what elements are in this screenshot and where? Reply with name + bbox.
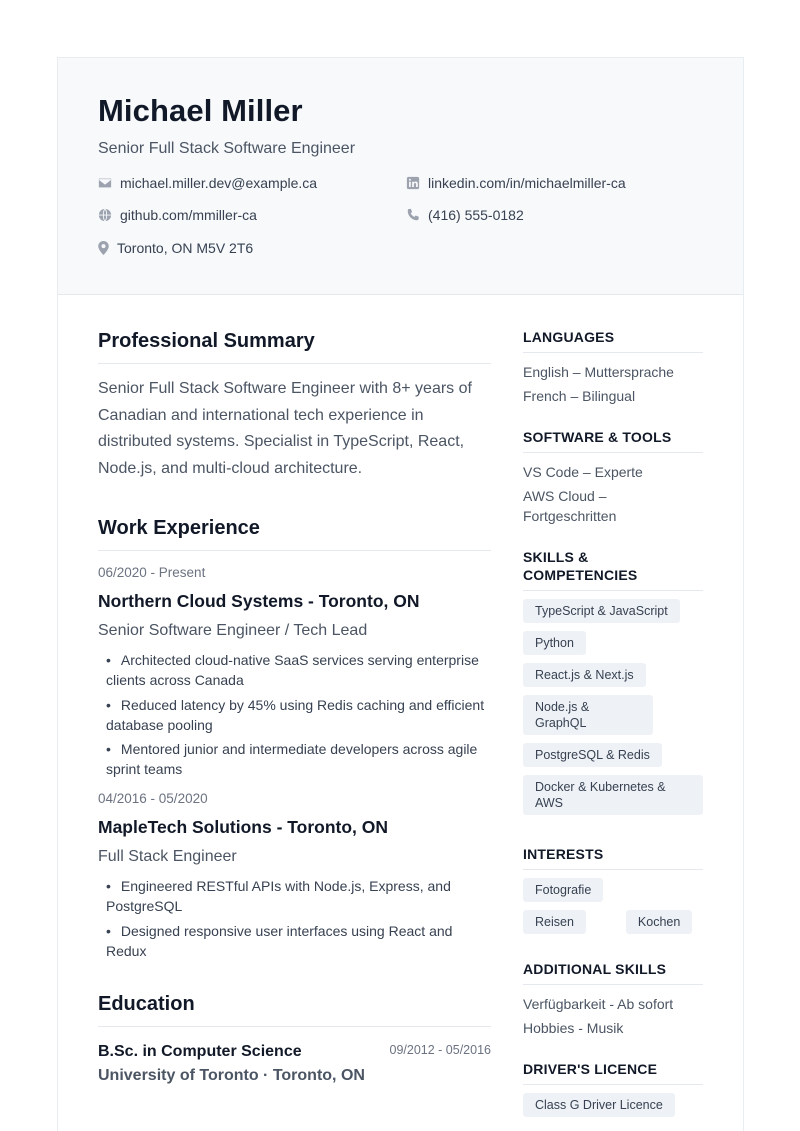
licence-section — [523, 1060, 703, 1125]
job-company: MapleTech Solutions - Toronto, ON — [98, 817, 389, 837]
tools-heading: SOFTWARE & TOOLS — [523, 428, 703, 453]
skills-section — [523, 548, 703, 823]
job-bullet: • Engineered RESTful APIs with Node.js, Express, and PostgreSQL — [106, 876, 491, 916]
skill-tag: React.js & Next.js — [523, 663, 646, 687]
job-bullet: • Architected cloud-native SaaS services serving enterprise clients across Canada — [106, 650, 491, 690]
contact-location-text: Toronto, ON M5V 2T6 — [117, 240, 254, 256]
education-degree: B.Sc. in Computer Science — [98, 1042, 302, 1060]
contact-phone-text: (416) 555-0182 — [428, 207, 524, 223]
languages-section — [523, 328, 703, 406]
summary-section — [98, 328, 491, 482]
skills-tags — [523, 599, 703, 823]
education-section — [98, 991, 491, 1088]
education-school: University of Toronto · Toronto, ON — [98, 1066, 365, 1084]
skill-tag: Node.js & GraphQL — [523, 695, 653, 735]
skill-tag: Python — [523, 631, 586, 655]
candidate-name: Michael Miller — [98, 93, 303, 128]
resume-header — [58, 58, 743, 295]
job-role: Senior Software Engineer / Tech Lead — [98, 622, 368, 639]
job-entry — [98, 564, 491, 779]
education-entry — [98, 1040, 491, 1088]
tool-item: AWS Cloud – Fortgeschritten — [523, 488, 617, 524]
summary-heading: Professional Summary — [98, 328, 491, 364]
map-pin-icon — [98, 241, 109, 255]
education-heading: Education — [98, 991, 491, 1027]
job-bullet: • Designed responsive user interfaces using React and Redux — [106, 921, 491, 961]
globe-icon — [98, 208, 112, 222]
contact-list — [98, 174, 703, 274]
interest-tag: Reisen — [523, 910, 586, 934]
job-dates: 04/2016 - 05/2020 — [98, 791, 208, 806]
languages-heading: LANGUAGES — [523, 328, 703, 353]
skill-tag: Docker & Kubernetes & AWS — [523, 775, 703, 815]
contact-linkedin[interactable] — [406, 174, 626, 192]
phone-icon — [406, 208, 420, 222]
main-column — [98, 328, 491, 1088]
contact-github-text: github.com/mmiller-ca — [120, 207, 257, 223]
job-company: Northern Cloud Systems - Toronto, ON — [98, 591, 420, 611]
experience-heading: Work Experience — [98, 515, 491, 551]
interests-tags — [523, 878, 703, 942]
contact-phone[interactable] — [406, 206, 524, 224]
licence-tags — [523, 1093, 703, 1125]
job-bullets — [98, 876, 491, 961]
job-bullet: • Reduced latency by 45% using Redis caching and efficient database pooling — [106, 695, 491, 735]
additional-skills-section — [523, 960, 703, 1038]
education-dates: 09/2012 - 05/2016 — [389, 1042, 491, 1057]
interests-heading: INTERESTS — [523, 845, 703, 870]
additional-skill-item: Verfügbarkeit - Ab sofort — [523, 996, 674, 1012]
candidate-title: Senior Full Stack Software Engineer — [98, 140, 356, 157]
language-item: French – Bilingual — [523, 388, 636, 404]
skill-tag: PostgreSQL & Redis — [523, 743, 662, 767]
job-bullet: • Mentored junior and intermediate developers across agile sprint teams — [106, 739, 491, 779]
resume-page — [57, 57, 744, 1131]
interests-section — [523, 845, 703, 942]
additional-skills-heading: ADDITIONAL SKILLS — [523, 960, 703, 985]
contact-email-text: michael.miller.dev@example.ca — [120, 175, 318, 191]
envelope-icon — [98, 176, 112, 190]
experience-section — [98, 515, 491, 961]
linkedin-icon — [406, 176, 420, 190]
tools-section — [523, 428, 703, 526]
contact-email[interactable] — [98, 174, 317, 192]
skills-heading: SKILLS & COMPETENCIES — [523, 548, 703, 591]
tool-item: VS Code – Experte — [523, 464, 643, 480]
contact-github[interactable] — [98, 206, 257, 224]
job-dates: 06/2020 - Present — [98, 565, 206, 580]
licence-tag: Class G Driver Licence — [523, 1093, 675, 1117]
skill-tag: TypeScript & JavaScript — [523, 599, 680, 623]
job-entry — [98, 790, 491, 961]
additional-skill-item: Hobbies - Musik — [523, 1020, 624, 1036]
job-role: Full Stack Engineer — [98, 848, 237, 865]
contact-location — [98, 239, 253, 257]
licence-heading: DRIVER'S LICENCE — [523, 1060, 703, 1085]
language-item: English – Muttersprache — [523, 364, 674, 380]
side-column — [523, 328, 703, 1131]
summary-text: Senior Full Stack Software Engineer with 8+ years of Canadian and international tech experience in distributed systems. Specialist in TypeScript, React, Node.js, and multi-cloud architecture. — [98, 380, 472, 477]
job-bullets — [98, 650, 491, 779]
interest-tag: Kochen — [626, 910, 692, 934]
contact-linkedin-text: linkedin.com/in/michaelmiller-ca — [428, 175, 626, 191]
interest-tag: Fotografie — [523, 878, 603, 902]
